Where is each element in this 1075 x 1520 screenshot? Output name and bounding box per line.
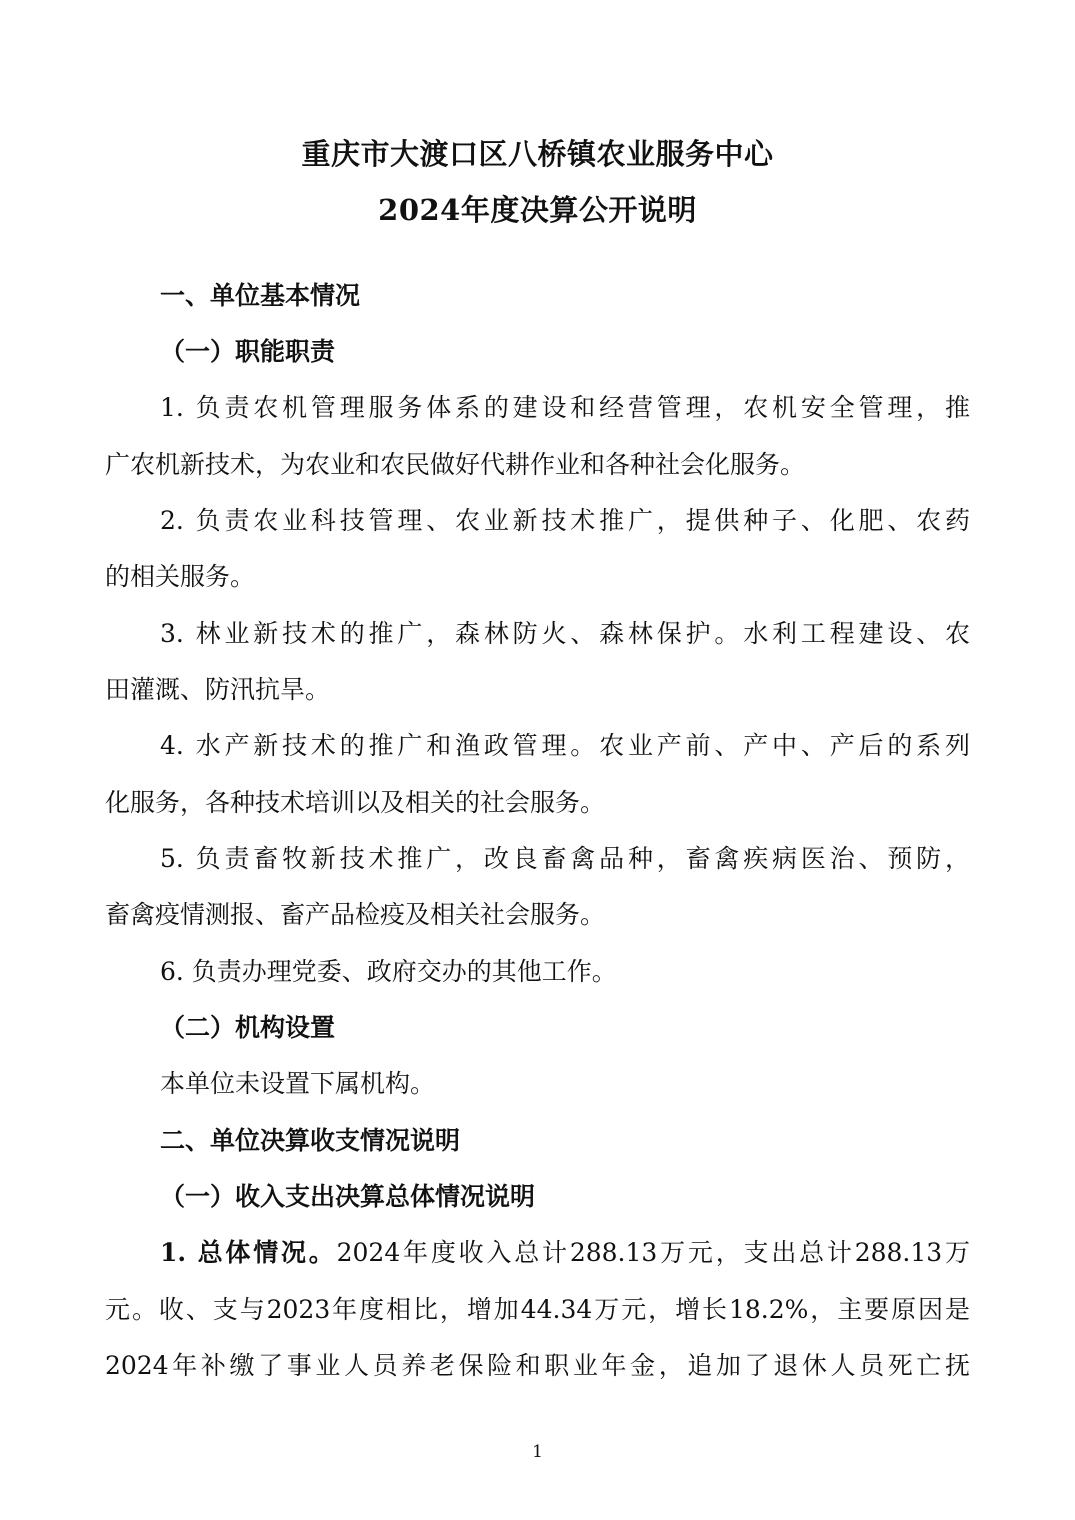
para1-line2: 元。收、支与2023年度相比，增加44.34万元，增长18.2%，主要原因是 bbox=[105, 1295, 970, 1324]
item4-line1: 4. 水产新技术的推广和渔政管理。农业产前、产中、产后的系列 bbox=[160, 731, 970, 760]
para1-line3: 2024年补缴了事业人员养老保险和职业年金，追加了退休人员死亡抚 bbox=[105, 1351, 970, 1380]
para1-lead: 1. 总体情况。 bbox=[160, 1238, 337, 1267]
item1-line2: 广农机新技术，为农业和农民做好代耕作业和各种社会化服务。 bbox=[105, 450, 806, 479]
item4-line2: 化服务，各种技术培训以及相关的社会服务。 bbox=[105, 788, 606, 817]
document-title-line1: 重庆市大渡口区八桥镇农业服务中心 bbox=[301, 137, 774, 171]
para1-line1 bbox=[160, 1236, 970, 1270]
item1-line1: 1. 负责农机管理服务体系的建设和经营管理，农机安全管理，推 bbox=[160, 393, 970, 422]
item2-line2: 的相关服务。 bbox=[105, 562, 256, 591]
page-number: 1 bbox=[532, 1442, 543, 1462]
document-title-line2: 2024年度决算公开说明 bbox=[378, 193, 697, 227]
section2-sub1-heading: （一）收入支出决算总体情况说明 bbox=[160, 1182, 536, 1211]
section1-heading: 一、单位基本情况 bbox=[160, 281, 361, 310]
item3-line2: 田灌溉、防汛抗旱。 bbox=[105, 675, 331, 704]
item5-line2: 畜禽疫情测报、畜产品检疫及相关社会服务。 bbox=[105, 900, 606, 929]
item6-line1: 6. 负责办理党委、政府交办的其他工作。 bbox=[160, 957, 617, 986]
para1-line1-rest: 2024年度收入总计288.13万元，支出总计288.13万 bbox=[336, 1238, 970, 1267]
section1-sub1-heading: （一）职能职责 bbox=[160, 337, 336, 366]
item2-line1: 2. 负责农业科技管理、农业新技术推广，提供种子、化肥、农药 bbox=[160, 506, 970, 535]
section1-sub2-heading: （二）机构设置 bbox=[160, 1013, 336, 1042]
section2-heading: 二、单位决算收支情况说明 bbox=[160, 1126, 461, 1155]
item3-line1: 3. 林业新技术的推广，森林防火、森林保护。水利工程建设、农 bbox=[160, 619, 970, 648]
section1-sub2-text: 本单位未设置下属机构。 bbox=[160, 1069, 436, 1098]
item5-line1: 5. 负责畜牧新技术推广，改良畜禽品种，畜禽疾病医治、预防， bbox=[160, 844, 970, 873]
